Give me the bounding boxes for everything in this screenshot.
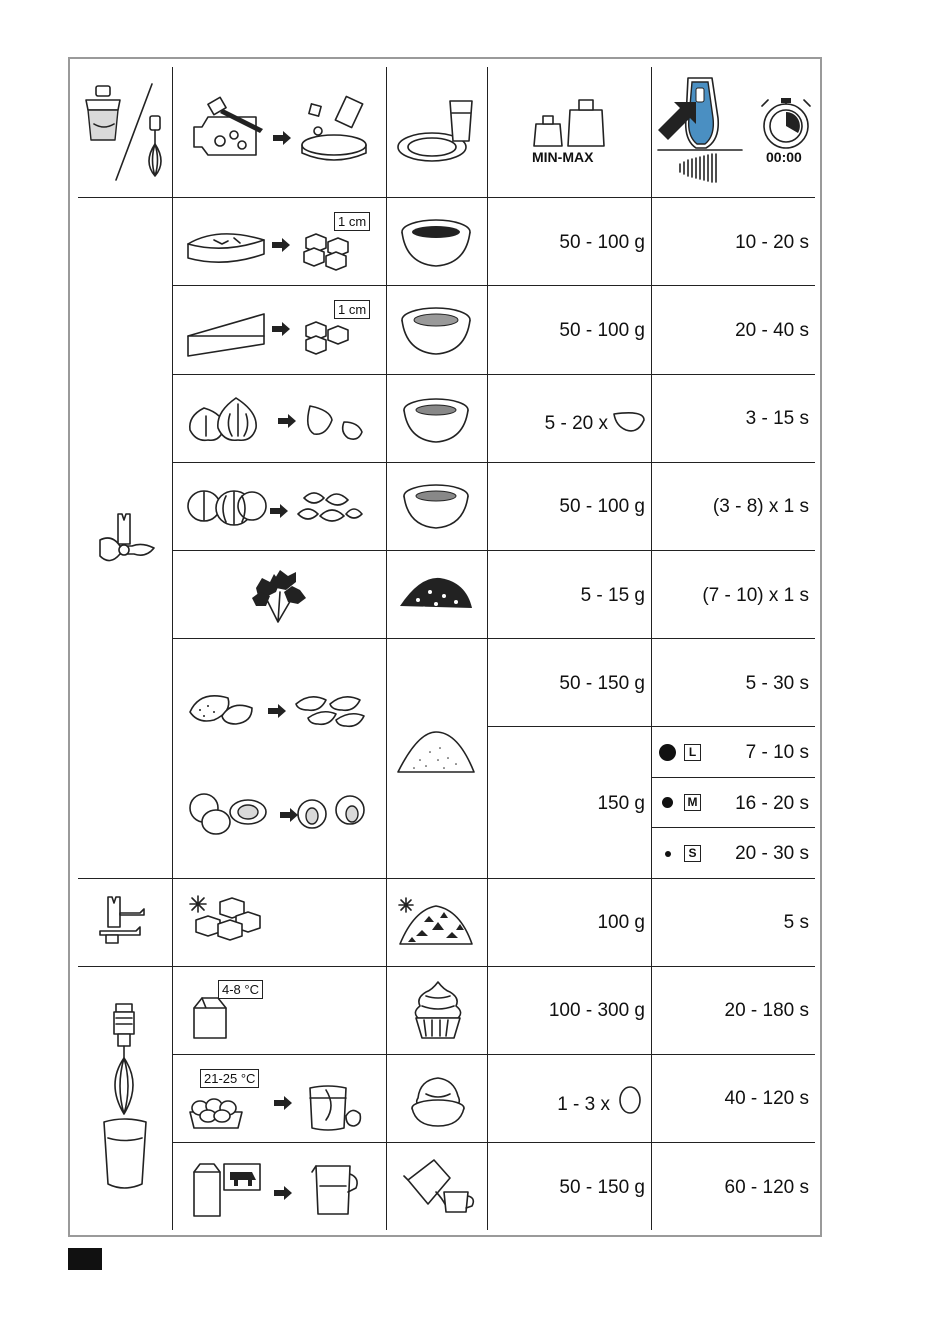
- cube-size-label: 1 cm: [334, 300, 370, 319]
- col-divider: [487, 67, 488, 1230]
- grated-cheese-bowl-icon: [398, 302, 476, 358]
- row-cheese-quantity: 50 - 100 g: [559, 320, 645, 341]
- row-nuts-time: 5 - 30 s: [745, 673, 809, 694]
- col-divider: [386, 67, 387, 1230]
- row-divider: [172, 285, 815, 286]
- minced-meat-bowl-icon: [398, 214, 476, 270]
- row-eggwhite-time: 40 - 120 s: [724, 1088, 809, 1109]
- row-onion-quantity: 50 - 100 g: [559, 496, 645, 517]
- chopping-blade-icon: [96, 510, 156, 566]
- eggs-temperature-label: 21-25 °C: [200, 1069, 259, 1088]
- milk-carton-jug-icon: [190, 1160, 370, 1218]
- timer-label: 00:00: [766, 149, 802, 165]
- col-divider: [172, 67, 173, 1230]
- size-grade-large: L: [684, 744, 701, 761]
- row-divider: [172, 374, 815, 375]
- row-meat-quantity: 50 - 100 g: [559, 232, 645, 253]
- row-ice-time: 5 s: [783, 912, 809, 933]
- ice-crusher-blade-icon: [96, 893, 156, 949]
- chopped-garlic-bowl-icon: [400, 394, 476, 446]
- ground-nuts-pile-icon: [396, 730, 476, 778]
- parsley-icon: [246, 566, 310, 624]
- row-cream-quantity: 100 - 300 g: [548, 1000, 645, 1021]
- row-ice-quantity: 100 g: [597, 912, 645, 933]
- row-garlic-quantity: 5 - 20 x: [544, 413, 608, 434]
- grade-small-time: 20 - 30 s: [735, 843, 809, 864]
- col-divider: [651, 67, 652, 1230]
- row-garlic-time: 3 - 15 s: [745, 408, 809, 429]
- size-dot-medium: [662, 797, 673, 808]
- row-divider: [172, 462, 815, 463]
- whipped-cream-icon: [412, 980, 464, 1042]
- row-milkfoam-time: 60 - 120 s: [724, 1177, 809, 1198]
- row-milkfoam-quantity: 50 - 150 g: [559, 1177, 645, 1198]
- garlic-clove-icon: [612, 410, 646, 434]
- whisk-beaker-icon: [100, 998, 160, 1198]
- hand-blender-speed-icon: [656, 72, 746, 187]
- page-marker: [68, 1248, 102, 1270]
- weight-icon: [530, 96, 610, 151]
- eggs-icon: [186, 1088, 376, 1132]
- row-divider: [651, 777, 815, 778]
- row-herbs-quantity: 5 - 15 g: [580, 585, 645, 606]
- chopped-onion-bowl-icon: [400, 480, 476, 532]
- size-dot-small: [665, 851, 671, 857]
- row-divider: [78, 966, 815, 967]
- row-cream-time: 20 - 180 s: [724, 1000, 809, 1021]
- row-divider: [78, 878, 815, 879]
- row-onion-time: (3 - 8) x 1 s: [712, 496, 809, 517]
- cream-temperature-label: 4-8 °C: [218, 980, 263, 999]
- ice-cubes-icon: [186, 892, 266, 950]
- row-divider: [651, 827, 815, 828]
- garlic-icon: [186, 394, 376, 446]
- onion-icon: [186, 484, 376, 530]
- grade-large-time: 7 - 10 s: [745, 742, 809, 763]
- row-eggwhite-quantity: 1 - 3 x: [557, 1094, 610, 1115]
- cube-size-label: 1 cm: [334, 212, 370, 231]
- grade-medium-time: 16 - 20 s: [735, 793, 809, 814]
- row-nuts-quantity: 50 - 150 g: [559, 673, 645, 694]
- cutting-board-icon: [190, 95, 380, 165]
- size-dot-large: [659, 744, 676, 761]
- almond-icon: [186, 686, 376, 730]
- chopper-whisk-icon: [80, 72, 170, 192]
- row-divider: [78, 197, 815, 198]
- egg-icon: [618, 1084, 642, 1114]
- crushed-ice-icon: [396, 896, 476, 948]
- cream-carton-icon: [190, 994, 230, 1040]
- row-nuts-fine-quantity: 150 g: [597, 793, 645, 814]
- row-herbs-time: (7 - 10) x 1 s: [702, 585, 809, 606]
- row-divider: [172, 1054, 815, 1055]
- row-divider: [172, 638, 815, 639]
- row-divider: [172, 1142, 815, 1143]
- beaten-egg-white-icon: [408, 1072, 468, 1128]
- chopped-herbs-icon: [396, 572, 476, 616]
- row-divider: [487, 726, 815, 727]
- plate-glass-icon: [396, 95, 476, 165]
- pouring-milk-cup-icon: [400, 1156, 476, 1218]
- size-grade-medium: M: [684, 794, 701, 811]
- timer-icon: [758, 96, 814, 150]
- hazelnut-icon: [186, 788, 376, 838]
- row-meat-time: 10 - 20 s: [735, 232, 809, 253]
- weight-label: MIN-MAX: [532, 149, 594, 165]
- size-grade-small: S: [684, 845, 701, 862]
- row-cheese-time: 20 - 40 s: [735, 320, 809, 341]
- row-divider: [172, 550, 815, 551]
